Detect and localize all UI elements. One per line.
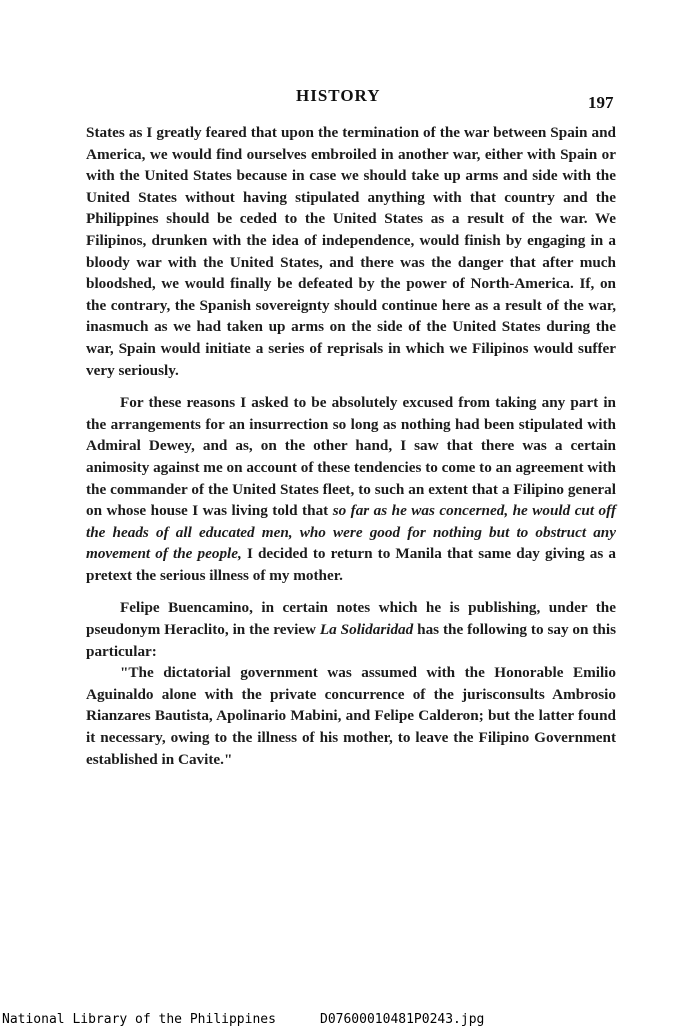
block-quote: "The dictatorial government was assumed with the Honorable Emilio Aguinaldo alone with the private concurrence of the jurisconsults Ambrosio Rianzares Bautista, Apolinario Mabini, and Felipe Calderon; but the latter found it necessary, owing to the illness of his mother, to leave the Filipino Government established in Cavite." (86, 664, 616, 768)
publication-title: La Solidaridad (319, 621, 414, 639)
body-text (86, 122, 616, 770)
paragraph-3-start: Felipe Buencamino, in certain notes which he is publishing, under the pseudonym Heraclito, in the review (86, 599, 616, 639)
footer-library-name: National Library of the Philippines (2, 1012, 276, 1027)
footer-filename: D07600010481P0243.jpg (320, 1012, 485, 1027)
paragraph-1: States as I greatly feared that upon the termination of the war between Spain and America, we would find ourselves embroiled in another war, either with Spain or with the United States because in case we should take up arms and side with the United States without having stipulated anything with that country and the Philippines should be ceded to the United States as a result of the war. We Filipinos, drunken with the idea of independence, would finish by engaging in a bloody war with the United States, and there was the danger that after much bloodshed, we would finally be defeated by the power of North-America. If, on the contrary, the Spanish sovereignty should continue here as a result of the war, inasmuch as we had taken up arms on the side of the United States during the war, Spain would initiate a series of reprisals in which we Filipinos would suffer very seriously. (86, 124, 616, 379)
paragraph-2-start: For these reasons I asked to be absolutely excused from taking any part in the arrangements for an insurrection so long as nothing had been stipulated with Admiral Dewey, and as, on the other hand, I saw that there was a certain animosity against me on account of these tendencies to come to an agreement with the commander of the United States fleet, to such an extent that a Filipino general on whose house I was living told that (86, 394, 616, 520)
running-head (0, 86, 674, 110)
paragraph-2-end: I decided to return to Manila that same day giving as a pretext the serious illness of my mother. (86, 545, 616, 584)
paragraph-3 (86, 597, 616, 662)
paragraph-2 (86, 392, 616, 586)
paragraph-3-end: has the following to say on this particular: (86, 621, 616, 660)
paragraph-2-italic-quote: so far as he was concerned, he would cut off the heads of all educated men, who were good for nothing but to obstruct any movement of the people, (86, 502, 616, 563)
page-number: 197 (588, 93, 614, 112)
scan-footer (0, 1002, 674, 1026)
page-header-title: HISTORY (296, 86, 381, 105)
